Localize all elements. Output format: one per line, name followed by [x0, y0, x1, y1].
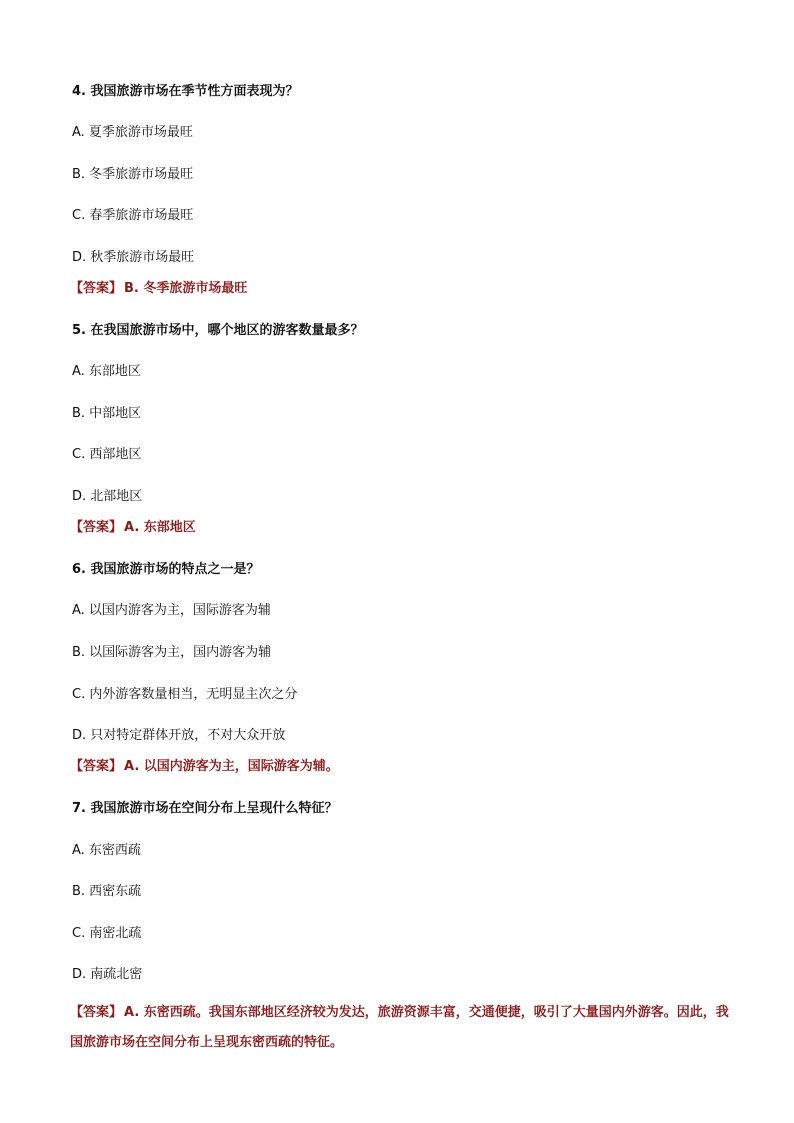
answer-tag: 【答案】: [70, 759, 123, 774]
question-5-stem: 5. 在我国旅游市场中，哪个地区的游客数量最多？: [72, 323, 364, 338]
question-7-option-c: C. 南密北疏: [72, 926, 142, 941]
answer-text: A. 东密西疏。我国东部地区经济较为发达，旅游资源丰富，交通便捷，吸引了大量国内外游客。因此，我国旅游市场在空间分布上呈现东密西疏的特征。: [70, 1005, 729, 1050]
question-4-option-c: C. 春季旅游市场最旺: [72, 208, 194, 223]
answer-tag: 【答案】: [70, 281, 123, 296]
answer-tag: 【答案】: [70, 1005, 123, 1020]
question-6-option-c: C. 内外游客数量相当，无明显主次之分: [72, 687, 298, 702]
answer-text: A. 东部地区: [124, 520, 196, 535]
answer-tag: 【答案】: [70, 520, 123, 535]
question-7-stem: 7. 我国旅游市场在空间分布上呈现什么特征？: [72, 801, 338, 816]
question-6-answer: [70, 758, 339, 776]
question-6-option-a: A. 以国内游客为主，国际游客为辅: [72, 603, 271, 618]
question-6-option-d: D. 只对特定群体开放，不对大众开放: [72, 728, 286, 743]
question-4-answer: [70, 280, 247, 298]
answer-text: B. 冬季旅游市场最旺: [124, 281, 248, 296]
question-4-option-b: B. 冬季旅游市场最旺: [72, 167, 194, 182]
question-5-option-d: D. 北部地区: [72, 489, 143, 504]
question-4-stem: 4. 我国旅游市场在季节性方面表现为？: [72, 84, 299, 99]
question-7-option-a: A. 东密西疏: [72, 843, 141, 858]
answer-text: A. 以国内游客为主，国际游客为辅。: [124, 759, 339, 774]
question-5-option-a: A. 东部地区: [72, 364, 141, 379]
question-5-option-b: B. 中部地区: [72, 406, 142, 421]
question-7-option-d: D. 南疏北密: [72, 967, 143, 982]
question-5-option-c: C. 西部地区: [72, 447, 142, 462]
question-7-answer: [70, 998, 740, 1058]
question-6-option-b: B. 以国际游客为主，国内游客为辅: [72, 645, 272, 660]
question-4-option-d: D. 秋季旅游市场最旺: [72, 250, 195, 265]
question-5-answer: [70, 519, 196, 537]
question-6-stem: 6. 我国旅游市场的特点之一是？: [72, 562, 260, 577]
question-7-option-b: B. 西密东疏: [72, 884, 142, 899]
question-4-option-a: A. 夏季旅游市场最旺: [72, 125, 193, 140]
